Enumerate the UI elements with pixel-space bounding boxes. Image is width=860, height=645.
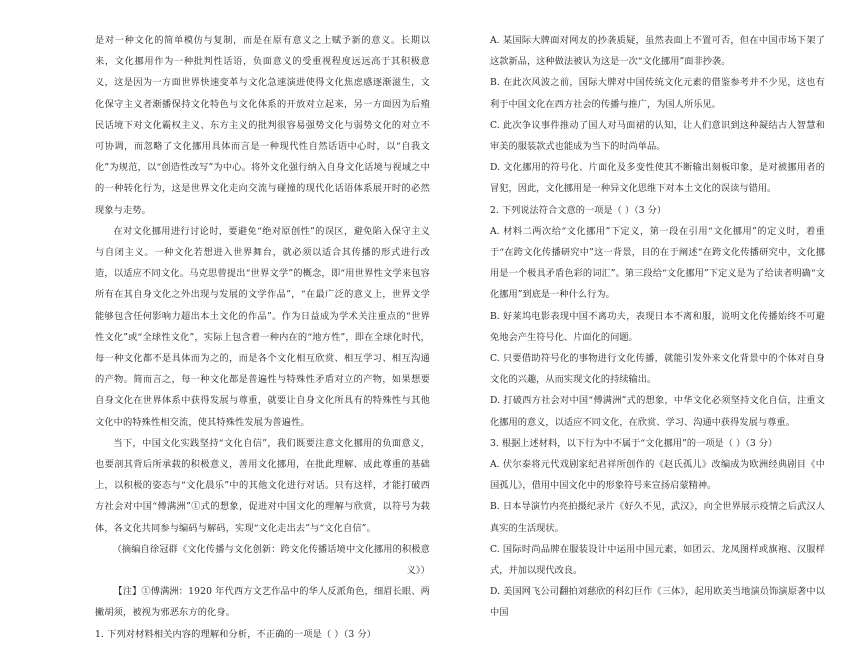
q1-option-b: B. 在此次风波之前，国际大牌对中国传统文化元素的借鉴参考并不少见，这也有利于中国文化在西方社会的传播与推广，为国人所乐见。 xyxy=(490,77,825,110)
q3-option-c: C. 国际时尚品牌在服装设计中运用中国元素，如团云、龙凤图样或旗袍、汉服样式，并加以现代改良。 xyxy=(490,543,825,577)
q2-option-c: C. 只要借助符号化的事物进行文化传播，就能引发外来文化背景中的个体对自身文化的兴趣，从而实现文化的持续输出。 xyxy=(490,353,825,386)
right-column xyxy=(490,30,825,624)
q1-option-c: C. 此次争议事件推动了国人对马面裙的认知，让人们意识到这种凝结古人智慧和审美的服装款式也能成为当下的时尚单品。 xyxy=(490,119,825,153)
passage-paragraph-2: 在对文化挪用进行讨论时，要避免“绝对原创性”的误区，避免陷入保守主义与自闭主义。一种文化若想进入世界舞台，就必须以适合其传播的形式进行改造，以适应不同文化。马克思曾提出“世界文学”的概念，即“用世界性文学来包容所有在其自身文化之外出现与发展的文学作品”，“在最广泛的意义上，世界文学能够包含任何影响力超出本土文化的作品”。作为日益成为学术关注重点的“世界性文化”或“全球性文化”，实际上包含着一种内在的“地方性”，即在全球化时代，每一种文化都不是具体而为之的，而是各个文化相互欣赏、相互学习、相互沟通的产物。简而言之，每一种文化都是普遍性与特殊性矛盾对立的产物，如果想要自身文化在世界体系中获得发展与尊重，就要让自身文化所具有的特殊性与其他文化中的特殊性相交流，使其特殊性发展为普遍性。 xyxy=(95,225,430,428)
passage-paragraph-3: 当下，中国文化实践坚持“文化自信”，我们既要注意文化挪用的负面意义，也要剖其背后所承载的积极意义，善用文化挪用，在批此理解、成此尊重的基础上，以积极的姿态与“文化晨乐”中的其他文化进行对话。只有这样，才能打破西方社会对中国“傅满洲”①式的想象，促进对中国文化的理解与欣赏，以符号为载体，各文化共同参与编码与解码，实现“文化走出去”与“文化自信”。 xyxy=(95,437,430,534)
q3-option-a: A. 伏尔泰将元代戏剧家纪君祥所创作的《赵氏孤儿》改编成为欧洲经典剧目《中国孤儿》，借用中国文化中的形象符号来宣扬启蒙精神。 xyxy=(490,459,825,492)
q2-option-a: A. 材料二两次给“文化挪用”下定义，第一段在引用“文化挪用”的定义时，着重于“在跨文化传播研究中”这一背景，目的在于阐述“在跨文化传播研究中，文化挪用是一个极具矛盾色彩的词汇”。第三段给“文化挪用”下定义是为了给读者明确“文化挪用”到底是一种什么行为。 xyxy=(490,225,825,301)
q2-option-b: B. 好莱坞电影表现中国不离功夫，表现日本不离和服，说明文化传播始终不可避免地会产生符号化、片面化的问题。 xyxy=(490,310,825,343)
q2-option-d: D. 打破西方社会对中国“傅满洲”式的想象，中华文化必须坚持文化自信，注重文化挪用的意义，以适应不同文化，在欣赏、学习、沟通中获得发展与尊重。 xyxy=(490,395,825,428)
q1-option-a: A. 某国际大牌面对网友的抄袭质疑，虽然表面上不置可否，但在中国市场下架了这款新品，这种做法被认为这是一次“文化挪用”面非抄袭。 xyxy=(490,35,825,68)
passage-paragraph-1: 是对一种文化的简单模仿与复制，而是在原有意义之上赋予新的意义。长期以来，文化挪用作为一种批判性话语，负面意义的受重视程度远远高于其积极意义，这是因为一方面世界快速变革与文化急速演进使得文化焦虑感逐渐滋生，文化保守主义者渐播保持文化特色与文化体系的开放对立起来，另一方面因为后殖民话境下对文化霸权主义、东方主义的批判很容易强势文化与弱势文化的对立不可协调，而忽略了文化挪用具体而言是一种现代性自然话语中心时，以“自我文化”为规范，以“创造性改写”为中心。将外文化强行纳入自身文化话境与视域之中的一种转化行为，这是世界文化走向交流与碰撞的现代化话语体系展开时的必然现象与走势。 xyxy=(95,35,430,216)
question-2-stem: 2. 下列说法符合文意的一项是（ ）（3 分） xyxy=(490,204,667,216)
q3-option-d: D. 美国网飞公司翻拍刘慈欣的科幻巨作《三体》，起用欧美当地演员饰演原著中以中国 xyxy=(490,586,825,619)
question-1-stem: 1. 下列对材料相关内容的理解和分析，不正确的一项是（ ）（3 分） xyxy=(95,628,377,640)
question-3-stem: 3. 根据上述材料，以下行为中不属于“文化挪用”的一项是（ ）（3 分） xyxy=(490,437,778,449)
passage-source: （摘编自徐冠群《文化传播与文化创新：跨文化传播话境中文化挪用的积极意义》） xyxy=(112,543,430,577)
left-column xyxy=(95,30,430,645)
footnote: 【注】①傅满洲：1920 年代西方文艺作品中的华人反派角色，细眉长眼、两撇胡须，被视为邪恶东方的化身。 xyxy=(95,586,430,619)
q3-option-b: B. 日本导演竹内亮拍摄纪录片《好久不见，武汉》，向全世界展示疫情之后武汉人真实的生活现状。 xyxy=(490,501,825,534)
q1-option-d: D. 文化挪用的符号化、片面化及多变性使其不断输出刻板印象，是对被挪用者的冒犯，因此，文化挪用是一种异文化思维下对本土文化的误读与错用。 xyxy=(490,162,825,195)
